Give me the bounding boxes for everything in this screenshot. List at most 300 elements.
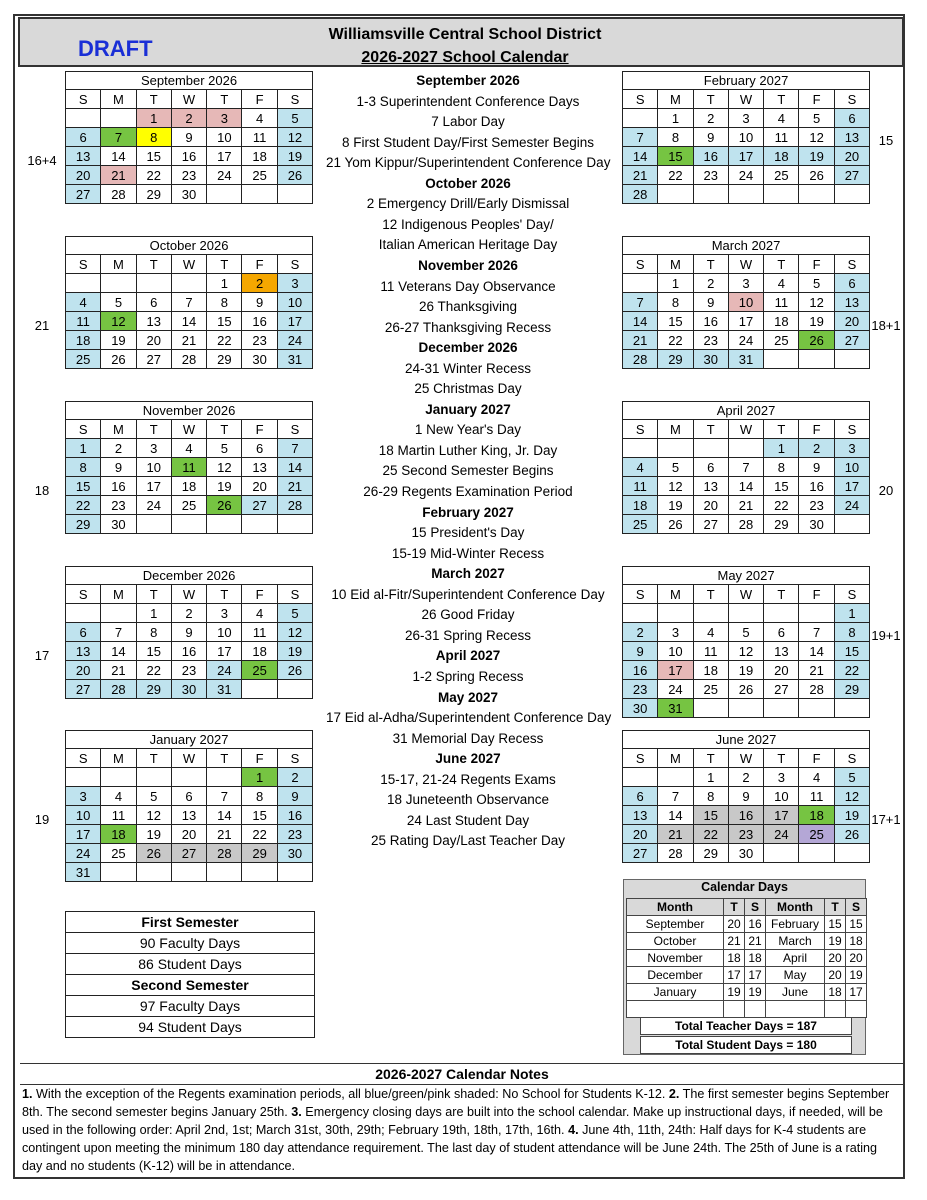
day-cell: 27 — [242, 496, 277, 515]
weekday-header: T — [207, 420, 242, 439]
note-text: With the exception of the Regents examination periods, all blue/green/pink shaded: No School for Students K-12. — [32, 1087, 669, 1101]
calendar-days-cell: February — [766, 916, 825, 933]
weekday-header: S — [623, 90, 658, 109]
day-cell: 8 — [136, 128, 171, 147]
day-cell: 31 — [728, 350, 763, 369]
day-cell: 16 — [799, 477, 834, 496]
day-cell: 3 — [764, 768, 799, 787]
day-cell: 3 — [277, 274, 312, 293]
day-cell: 30 — [728, 844, 763, 863]
event-month-heading: April 2027 — [435, 648, 501, 664]
day-cell: 9 — [171, 128, 206, 147]
day-cell: 2 — [171, 109, 206, 128]
day-cell: 19 — [799, 312, 834, 331]
weekday-header: M — [658, 749, 693, 768]
weekday-header: S — [277, 255, 312, 274]
calendar-days-cell: 18 — [724, 950, 745, 967]
day-cell: 6 — [623, 787, 658, 806]
day-cell: 29 — [242, 844, 277, 863]
month-title: January 2027 — [66, 731, 313, 749]
day-cell: 8 — [66, 458, 101, 477]
weekday-header: S — [277, 585, 312, 604]
day-cell: 28 — [658, 844, 693, 863]
district-title: Williamsville Central School District — [328, 26, 602, 43]
day-cell: 11 — [101, 806, 136, 825]
day-cell: 22 — [136, 661, 171, 680]
event-month-heading: December 2026 — [418, 340, 518, 356]
day-cell: 20 — [242, 477, 277, 496]
day-cell: 20 — [136, 331, 171, 350]
day-cell: 14 — [101, 147, 136, 166]
day-cell — [658, 439, 693, 458]
day-cell: 15 — [834, 642, 869, 661]
day-cell — [277, 185, 312, 204]
day-cell: 18 — [764, 147, 799, 166]
day-cell: 16 — [277, 806, 312, 825]
day-cell: 5 — [834, 768, 869, 787]
day-cell: 14 — [623, 312, 658, 331]
calendar-days-cell: 21 — [724, 933, 745, 950]
day-cell: 7 — [658, 787, 693, 806]
day-cell: 26 — [277, 661, 312, 680]
semester-stat: 94 Student Days — [66, 1017, 315, 1038]
calendar-days-cell: 19 — [825, 933, 846, 950]
day-cell: 10 — [658, 642, 693, 661]
day-cell: 1 — [66, 439, 101, 458]
day-cell: 21 — [101, 661, 136, 680]
day-cell: 25 — [764, 166, 799, 185]
calendar-days-cell: October — [627, 933, 724, 950]
weekday-header: T — [693, 90, 728, 109]
day-cell: 2 — [623, 623, 658, 642]
day-cell: 22 — [658, 331, 693, 350]
calendar-days-cell: 17 — [846, 984, 867, 1001]
day-cell: 20 — [693, 496, 728, 515]
day-cell: 19 — [136, 825, 171, 844]
weekday-header: W — [728, 90, 763, 109]
day-cell: 12 — [277, 128, 312, 147]
day-cell: 16 — [242, 312, 277, 331]
day-cell: 4 — [764, 109, 799, 128]
day-cell: 6 — [834, 109, 869, 128]
weekday-header: S — [277, 749, 312, 768]
day-cell: 30 — [101, 515, 136, 534]
day-cell: 3 — [207, 604, 242, 623]
day-cell: 5 — [799, 109, 834, 128]
day-cell: 18 — [623, 496, 658, 515]
day-cell: 22 — [207, 331, 242, 350]
school-day-count: 17+1 — [871, 812, 901, 827]
day-cell — [277, 515, 312, 534]
event-item: 25 Rating Day/Last Teacher Day — [370, 833, 566, 849]
note-text: The first semester begins September 8th. The second semester begins January 25th. — [22, 1087, 890, 1119]
day-cell: 12 — [799, 128, 834, 147]
day-cell: 13 — [834, 128, 869, 147]
weekday-header: M — [101, 90, 136, 109]
event-item: 15-19 Mid-Winter Recess — [391, 545, 545, 561]
semester-stat: 97 Faculty Days — [66, 996, 315, 1017]
day-cell — [799, 604, 834, 623]
day-cell: 28 — [207, 844, 242, 863]
day-cell: 3 — [728, 274, 763, 293]
day-cell: 23 — [728, 825, 763, 844]
day-cell: 11 — [764, 293, 799, 312]
day-cell: 25 — [799, 825, 834, 844]
day-cell: 27 — [623, 844, 658, 863]
day-cell — [693, 185, 728, 204]
day-cell: 22 — [66, 496, 101, 515]
day-cell: 27 — [834, 331, 869, 350]
calendar-days-cell: 20 — [825, 967, 846, 984]
day-cell: 27 — [693, 515, 728, 534]
day-cell: 13 — [623, 806, 658, 825]
month-title: November 2026 — [66, 402, 313, 420]
day-cell: 17 — [207, 147, 242, 166]
calendar-days-cell — [825, 1001, 846, 1018]
note-number: 1. — [22, 1087, 33, 1101]
event-item: 18 Juneteenth Observance — [386, 792, 550, 808]
day-cell — [101, 604, 136, 623]
weekday-header: W — [171, 255, 206, 274]
day-cell: 24 — [834, 496, 869, 515]
day-cell — [171, 515, 206, 534]
day-cell: 13 — [171, 806, 206, 825]
day-cell: 9 — [101, 458, 136, 477]
day-cell: 19 — [277, 642, 312, 661]
note-text: June 4th, 11th, 24th: Half days for K-4 students are contingent upon meeting the minimum 180 day attendance requirement. The last day of student attendance will be June 24th. The 25th of June is a rating day and no students (K-12) will be in attendance. — [22, 1123, 878, 1173]
day-cell: 18 — [66, 331, 101, 350]
day-cell: 29 — [764, 515, 799, 534]
day-cell: 25 — [242, 661, 277, 680]
day-cell: 17 — [66, 825, 101, 844]
semester-stat: 86 Student Days — [66, 954, 315, 975]
day-cell — [277, 863, 312, 882]
calendar-days-cell: 21 — [745, 933, 766, 950]
calendar-days-header: Month — [766, 899, 825, 916]
event-item: 26 Thanksgiving — [418, 299, 518, 315]
day-cell: 12 — [207, 458, 242, 477]
day-cell: 28 — [101, 680, 136, 699]
day-cell: 15 — [693, 806, 728, 825]
day-cell: 10 — [207, 128, 242, 147]
school-day-count: 15 — [878, 132, 894, 148]
calendar-days-cell: 17 — [724, 967, 745, 984]
day-cell: 24 — [207, 166, 242, 185]
calendar-days-cell: November — [627, 950, 724, 967]
day-cell: 30 — [693, 350, 728, 369]
day-cell — [207, 768, 242, 787]
month-title: October 2026 — [66, 237, 313, 255]
day-cell: 14 — [171, 312, 206, 331]
month-calendar — [622, 236, 870, 369]
weekday-header: F — [799, 585, 834, 604]
calendar-days-cell: 18 — [825, 984, 846, 1001]
day-cell — [207, 515, 242, 534]
day-cell: 15 — [658, 312, 693, 331]
day-cell: 23 — [171, 166, 206, 185]
day-cell: 15 — [242, 806, 277, 825]
day-cell: 5 — [136, 787, 171, 806]
day-cell: 31 — [207, 680, 242, 699]
day-cell: 3 — [207, 109, 242, 128]
month-calendar — [65, 401, 313, 534]
weekday-header: S — [623, 255, 658, 274]
day-cell: 2 — [693, 274, 728, 293]
calendar-days-cell: 19 — [724, 984, 745, 1001]
day-cell: 7 — [277, 439, 312, 458]
event-item: 8 First Student Day/First Semester Begins — [341, 134, 595, 150]
event-month-heading: June 2027 — [435, 751, 501, 767]
event-item: 1-3 Superintendent Conference Days — [356, 93, 580, 109]
day-cell: 5 — [277, 604, 312, 623]
day-cell: 18 — [171, 477, 206, 496]
day-cell: 31 — [66, 863, 101, 882]
day-cell: 7 — [799, 623, 834, 642]
day-cell: 19 — [207, 477, 242, 496]
day-cell — [277, 680, 312, 699]
month-title: May 2027 — [623, 567, 870, 585]
weekday-header: T — [207, 749, 242, 768]
calendar-days-cell: 15 — [825, 916, 846, 933]
day-cell: 6 — [834, 274, 869, 293]
day-cell: 5 — [799, 274, 834, 293]
day-cell: 24 — [728, 331, 763, 350]
day-cell — [834, 515, 869, 534]
month-calendar — [622, 71, 870, 204]
day-cell: 4 — [799, 768, 834, 787]
day-cell: 28 — [171, 350, 206, 369]
calendar-days-cell: 19 — [846, 967, 867, 984]
day-cell: 21 — [623, 331, 658, 350]
month-calendar — [65, 71, 313, 204]
calendar-days-title: Calendar Days — [701, 880, 788, 894]
day-cell — [623, 439, 658, 458]
event-item: 25 Second Semester Begins — [382, 463, 554, 479]
event-item: Italian American Heritage Day — [378, 237, 558, 253]
school-day-count: 17 — [34, 648, 50, 663]
month-calendar — [622, 566, 870, 718]
day-cell: 21 — [171, 331, 206, 350]
day-cell: 4 — [101, 787, 136, 806]
day-cell: 13 — [136, 312, 171, 331]
day-cell: 25 — [242, 166, 277, 185]
day-cell: 28 — [799, 680, 834, 699]
day-cell: 2 — [171, 604, 206, 623]
day-cell: 3 — [66, 787, 101, 806]
day-cell — [693, 699, 728, 718]
day-cell: 2 — [242, 274, 277, 293]
day-cell: 18 — [242, 642, 277, 661]
calendar-days-cell: 15 — [846, 916, 867, 933]
day-cell: 23 — [171, 661, 206, 680]
day-cell: 29 — [658, 350, 693, 369]
day-cell — [834, 699, 869, 718]
event-item: 10 Eid al-Fitr/Superintendent Conference Day — [331, 586, 605, 602]
weekday-header: S — [834, 749, 869, 768]
day-cell: 8 — [207, 293, 242, 312]
weekday-header: W — [171, 420, 206, 439]
day-cell: 29 — [136, 185, 171, 204]
day-cell: 25 — [623, 515, 658, 534]
day-cell: 8 — [242, 787, 277, 806]
calendar-days-cell: 18 — [745, 950, 766, 967]
day-cell: 12 — [658, 477, 693, 496]
event-item: 24-31 Winter Recess — [404, 360, 532, 376]
day-cell — [66, 604, 101, 623]
day-cell: 19 — [834, 806, 869, 825]
weekday-header: M — [101, 749, 136, 768]
event-item: 15-17, 21-24 Regents Exams — [380, 771, 556, 787]
weekday-header: T — [207, 90, 242, 109]
month-title: June 2027 — [623, 731, 870, 749]
day-cell: 24 — [207, 661, 242, 680]
day-cell: 13 — [693, 477, 728, 496]
event-item: 7 Labor Day — [431, 114, 505, 130]
weekday-header: T — [207, 585, 242, 604]
day-cell: 11 — [799, 787, 834, 806]
day-cell: 25 — [171, 496, 206, 515]
day-cell: 8 — [658, 128, 693, 147]
day-cell: 26 — [799, 331, 834, 350]
day-cell: 7 — [728, 458, 763, 477]
day-cell — [207, 185, 242, 204]
day-cell — [623, 768, 658, 787]
day-cell: 2 — [799, 439, 834, 458]
event-item: 26-27 Thanksgiving Recess — [384, 319, 552, 335]
day-cell: 26 — [207, 496, 242, 515]
weekday-header: F — [242, 255, 277, 274]
event-month-heading: February 2027 — [422, 504, 514, 520]
weekday-header: S — [66, 255, 101, 274]
day-cell: 18 — [693, 661, 728, 680]
draft-label: DRAFT — [78, 36, 153, 61]
event-item: 25 Christmas Day — [414, 381, 522, 397]
day-cell: 26 — [658, 515, 693, 534]
day-cell — [623, 604, 658, 623]
day-cell: 20 — [834, 312, 869, 331]
day-cell: 26 — [834, 825, 869, 844]
note-number: 2. — [668, 1087, 680, 1101]
day-cell: 10 — [764, 787, 799, 806]
day-cell: 1 — [693, 768, 728, 787]
day-cell: 23 — [693, 331, 728, 350]
day-cell: 12 — [728, 642, 763, 661]
weekday-header: T — [764, 420, 799, 439]
day-cell: 10 — [728, 128, 763, 147]
day-cell: 19 — [658, 496, 693, 515]
day-cell: 21 — [207, 825, 242, 844]
weekday-header: W — [171, 749, 206, 768]
day-cell: 1 — [834, 604, 869, 623]
day-cell: 21 — [658, 825, 693, 844]
event-item: 2 Emergency Drill/Early Dismissal — [366, 196, 570, 212]
day-cell: 11 — [764, 128, 799, 147]
notes-title: 2026-2027 Calendar Notes — [20, 1063, 904, 1085]
weekday-header: T — [764, 585, 799, 604]
month-calendar — [65, 730, 313, 882]
event-item: 26 Good Friday — [421, 607, 515, 623]
day-cell: 1 — [136, 109, 171, 128]
day-cell: 31 — [658, 699, 693, 718]
day-cell — [136, 768, 171, 787]
day-cell: 19 — [277, 147, 312, 166]
weekday-header: T — [136, 749, 171, 768]
calendar-days-header: S — [745, 899, 766, 916]
day-cell — [799, 350, 834, 369]
day-cell: 5 — [658, 458, 693, 477]
month-title: March 2027 — [623, 237, 870, 255]
day-cell: 24 — [764, 825, 799, 844]
weekday-header: M — [658, 255, 693, 274]
day-cell: 4 — [693, 623, 728, 642]
weekday-header: S — [66, 585, 101, 604]
day-cell: 10 — [728, 293, 763, 312]
day-cell: 30 — [799, 515, 834, 534]
weekday-header: S — [834, 585, 869, 604]
weekday-header: M — [658, 420, 693, 439]
day-cell: 16 — [171, 147, 206, 166]
day-cell: 17 — [834, 477, 869, 496]
day-cell: 20 — [623, 825, 658, 844]
day-cell: 2 — [277, 768, 312, 787]
day-cell: 2 — [728, 768, 763, 787]
day-cell: 8 — [834, 623, 869, 642]
day-cell: 14 — [277, 458, 312, 477]
day-cell — [101, 768, 136, 787]
day-cell: 13 — [242, 458, 277, 477]
day-cell: 19 — [101, 331, 136, 350]
day-cell — [242, 680, 277, 699]
day-cell: 31 — [277, 350, 312, 369]
day-cell: 21 — [101, 166, 136, 185]
calendar-days-header: Month — [627, 899, 724, 916]
event-item: 1-2 Spring Recess — [412, 668, 524, 684]
day-cell: 9 — [623, 642, 658, 661]
day-cell: 9 — [277, 787, 312, 806]
day-cell — [764, 604, 799, 623]
calendar-days-cell: January — [627, 984, 724, 1001]
day-cell: 5 — [277, 109, 312, 128]
day-cell: 24 — [136, 496, 171, 515]
day-cell: 28 — [101, 185, 136, 204]
school-day-count: 19+1 — [871, 627, 901, 643]
calendar-days-cell: April — [766, 950, 825, 967]
day-cell: 27 — [764, 680, 799, 699]
weekday-header: W — [171, 585, 206, 604]
day-cell: 1 — [764, 439, 799, 458]
school-day-count: 19 — [34, 812, 50, 827]
day-cell — [242, 515, 277, 534]
calendar-days-header: T — [724, 899, 745, 916]
day-cell: 22 — [242, 825, 277, 844]
day-cell: 7 — [171, 293, 206, 312]
month-calendar — [65, 566, 313, 699]
day-cell: 15 — [764, 477, 799, 496]
day-cell — [66, 109, 101, 128]
day-cell: 17 — [658, 661, 693, 680]
day-cell: 8 — [693, 787, 728, 806]
event-item: 31 Memorial Day Recess — [392, 730, 544, 746]
weekday-header: F — [242, 420, 277, 439]
day-cell: 10 — [207, 623, 242, 642]
event-item: 24 Last Student Day — [406, 812, 530, 828]
calendar-days-cell: 20 — [724, 916, 745, 933]
weekday-header: S — [66, 420, 101, 439]
day-cell: 25 — [693, 680, 728, 699]
weekday-header: W — [171, 90, 206, 109]
day-cell — [799, 185, 834, 204]
day-cell: 21 — [799, 661, 834, 680]
